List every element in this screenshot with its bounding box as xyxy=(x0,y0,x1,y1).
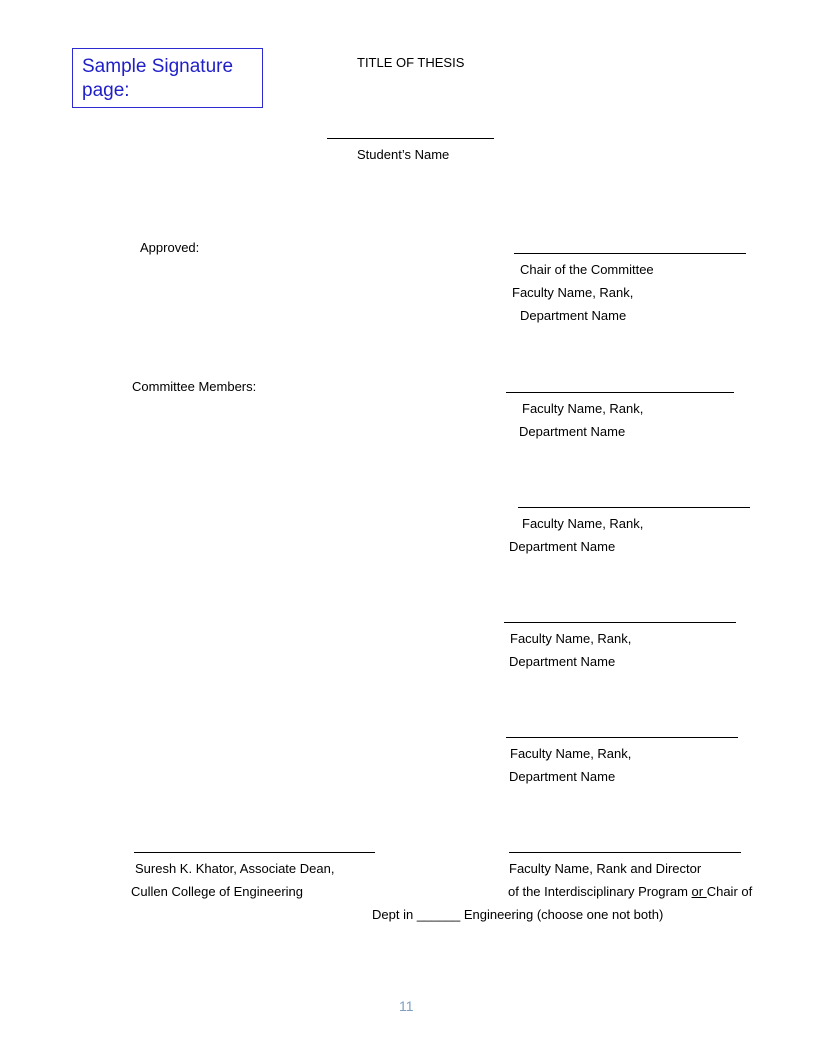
director-chair-text: Chair of xyxy=(706,884,753,899)
director-or-underlined: or xyxy=(691,884,707,899)
member-4-name-rank: Faculty Name, Rank, xyxy=(510,746,632,761)
director-program-line xyxy=(508,884,752,900)
dept-in-text: Dept in xyxy=(372,907,417,922)
sample-signature-label: Sample Signature page: xyxy=(72,48,263,108)
dept-blank: ______ xyxy=(416,907,461,922)
member-1-name-rank: Faculty Name, Rank, xyxy=(522,401,644,416)
student-name: Student’s Name xyxy=(357,147,450,162)
member-2-name-rank: Faculty Name, Rank, xyxy=(522,516,644,531)
committee-members-label: Committee Members: xyxy=(132,379,257,394)
member-2-department: Department Name xyxy=(509,539,616,554)
director-dept-line xyxy=(372,907,663,923)
chair-department: Department Name xyxy=(520,308,627,323)
member-4-department: Department Name xyxy=(509,769,616,784)
dean-college: Cullen College of Engineering xyxy=(131,884,304,899)
page-number: 11 xyxy=(399,998,414,1014)
dean-signature-line xyxy=(134,852,375,853)
chair-name-rank: Faculty Name, Rank, xyxy=(512,285,634,300)
chair-signature-line xyxy=(514,253,746,254)
member-1-department: Department Name xyxy=(519,424,626,439)
dean-name-title: Suresh K. Khator, Associate Dean, xyxy=(135,861,335,876)
member-3-department: Department Name xyxy=(509,654,616,669)
director-signature-line xyxy=(509,852,741,853)
member-3-name-rank: Faculty Name, Rank, xyxy=(510,631,632,646)
thesis-title: TITLE OF THESIS xyxy=(357,55,465,70)
student-signature-line xyxy=(327,138,494,139)
member-2-signature-line xyxy=(518,507,750,508)
dept-engineering-text: Engineering (choose one not both) xyxy=(460,907,664,922)
approved-label: Approved: xyxy=(140,240,200,255)
director-program-text: of the Interdisciplinary Program xyxy=(508,884,692,899)
member-4-signature-line xyxy=(506,737,738,738)
member-3-signature-line xyxy=(504,622,736,623)
member-1-signature-line xyxy=(506,392,734,393)
director-name-rank: Faculty Name, Rank and Director xyxy=(509,861,702,876)
chair-role: Chair of the Committee xyxy=(520,262,654,277)
